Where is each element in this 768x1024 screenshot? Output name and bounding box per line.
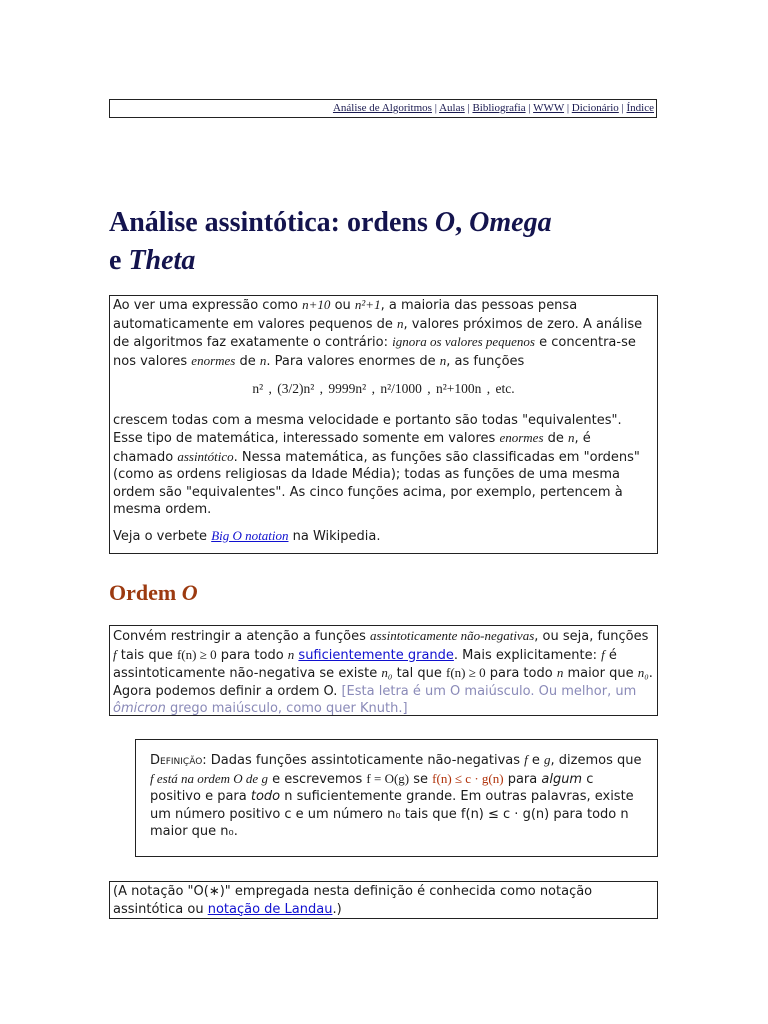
knuth-note: [Esta letra é um O maiúsculo. Ou melhor, um ômicron grego maiúsculo, como quer Knuth.]: [113, 683, 637, 716]
nav-bibliografia-link[interactable]: Bibliografia: [472, 102, 526, 114]
nav-www-link[interactable]: WWW: [533, 102, 565, 114]
intro-box: [109, 295, 658, 554]
functions-formula: n² , (3/2)n² , 9999n² , n²/1000 , n²+100n , etc.: [252, 381, 515, 396]
nonnegative-paragraph: Convém restringir a atenção a funções assintoticamente não-negativas, ou seja, funções f tais que f(n) ≥ 0 para todo n suficientemente grande. Mais explicitamente: f é assintoticamente não-negativa se existe n₀ tal que f(n) ≥ 0 para todo n maior que n₀. Agora podemos definir a ordem O. [Esta letra é um O maiúsculo. Ou melhor, um ômicron grego maiúsculo, como quer Knuth.]: [113, 628, 653, 716]
page-title: Análise assintótica: ordens O, Omega e Theta: [109, 207, 552, 276]
notation-paragraph: (A notação "O(∗)" empregada nesta definição é conhecida como notação assintótica ou notação de Landau.): [113, 884, 593, 917]
suficientemente-grande-link[interactable]: suficientemente grande: [298, 647, 454, 663]
top-navigation: [109, 99, 657, 118]
nav-aulas-link[interactable]: Aulas: [439, 102, 465, 114]
definition-label: Definição: [150, 753, 203, 768]
big-o-notation-link[interactable]: Big O notation: [211, 527, 289, 543]
nav-separator: |: [621, 102, 624, 114]
wikipedia-reference: Veja o verbete Big O notation na Wikipedia.: [113, 527, 381, 544]
nav-separator: |: [528, 102, 531, 114]
notation-box: [109, 881, 658, 919]
nonnegative-box: [109, 625, 658, 716]
intro-paragraph: Ao ver uma expressão como n+10 ou n²+1, a maioria das pessoas pensa automaticamente em valores pequenos de n, valores próximos de zero. A análise de algoritmos faz exatamente o contrário: ignora os valores pequenos e concentra-se nos valores enormes de n. Para valores enormes de n, as funções: [113, 297, 643, 369]
nav-separator: |: [434, 102, 437, 114]
definition-box: [135, 739, 658, 857]
definition-inequality: f(n) ≤ c · g(n): [432, 770, 504, 786]
nav-separator: |: [467, 102, 470, 114]
nav-dicionario-link[interactable]: Dicionário: [571, 102, 619, 114]
nav-indice-link[interactable]: Índice: [626, 102, 654, 114]
notacao-de-landau-link[interactable]: notação de Landau: [207, 901, 333, 917]
nav-separator: |: [566, 102, 570, 114]
nav-analise-link[interactable]: Análise de Algoritmos: [332, 102, 432, 114]
definition-text: Definição: Dadas funções assintoticamente não-negativas f e g, dizemos que f está na ordem O de g e escrevemos f = O(g) se f(n) ≤ c · g(n) para algum c positivo e para todo n suficientemente grande. Em outras palavras, existe um número positivo c e um número n₀ tais que f(n) ≤ c · g(n) para todo n maior que n₀.: [150, 752, 642, 839]
asymptotic-paragraph: crescem todas com a mesma velocidade e portanto são todas "equivalentes". Esse tipo de matemática, interessado somente em valores enormes de n, é chamado assintótico. Nessa matemática, as funções são classificadas em "ordens" (como as ordens religiosas da Idade Média); todas as funções de uma mesma ordem são "equivalentes". As cinco funções acima, por exemplo, pertencem à mesma ordem.: [113, 412, 640, 517]
section-heading-ordem-o: Ordem O: [109, 580, 198, 605]
